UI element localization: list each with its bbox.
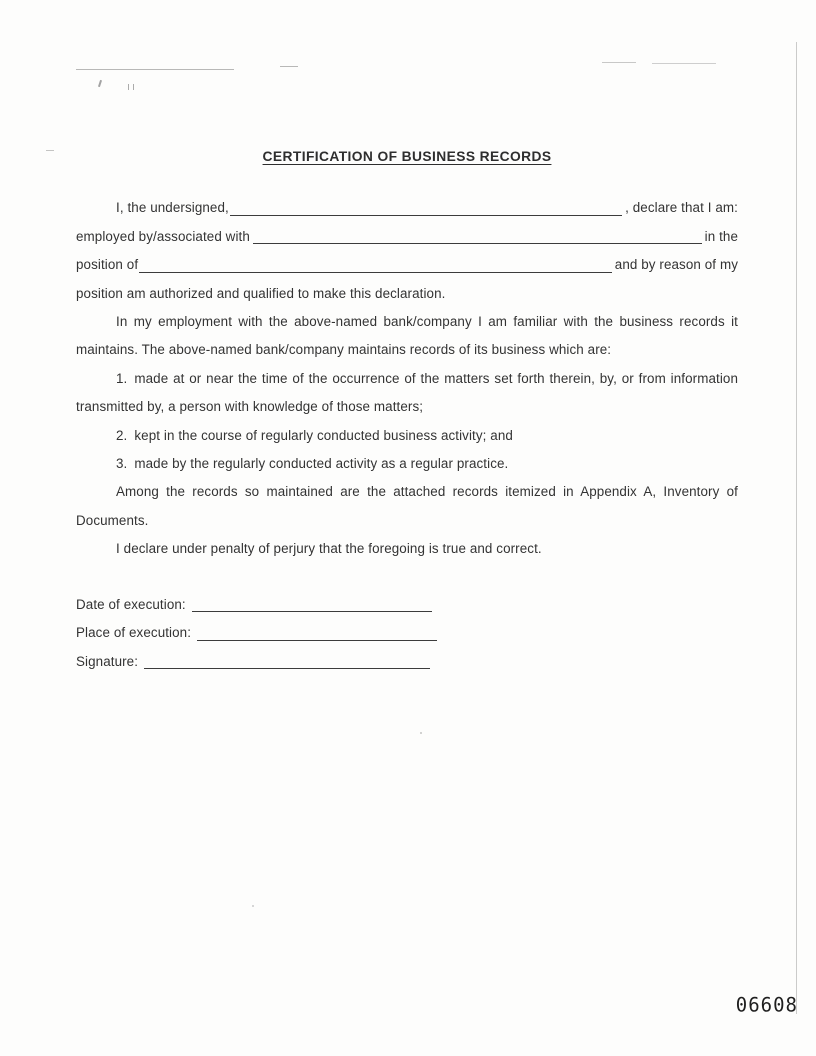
list-item-2-number: 2. xyxy=(116,427,128,443)
document-content xyxy=(76,143,738,676)
list-item-3-number: 3. xyxy=(116,456,128,472)
list-item-1-number: 1. xyxy=(116,370,128,386)
employer-name-blank xyxy=(250,223,705,251)
place-of-execution-blank xyxy=(197,619,437,647)
paragraph-appendix: Among the records so maintained are the attached records itemized in Appendix A, Inventory of Documents. xyxy=(76,484,738,528)
scan-artifact-speck xyxy=(46,150,54,151)
opening-line-position xyxy=(76,251,738,279)
undersigned-name-blank xyxy=(229,194,625,222)
paragraph-perjury: I declare under penalty of perjury that the foregoing is true and correct. xyxy=(116,541,542,557)
list-item-2-text: kept in the course of regularly conducted business activity; and xyxy=(134,427,513,443)
opening-line-employed-by xyxy=(76,223,738,251)
opening-line-authorized: position am authorized and qualified to make this declaration. xyxy=(76,285,446,301)
opening-line2-post: in the xyxy=(704,228,738,244)
place-of-execution-label: Place of execution: xyxy=(76,625,192,641)
list-item-3-text: made by the regularly conducted activity as a regular practice. xyxy=(134,456,509,472)
field-place-of-execution xyxy=(76,619,738,647)
scan-artifact-mark xyxy=(128,84,134,90)
scan-artifact-dash xyxy=(652,63,716,64)
scan-artifact-mark xyxy=(98,80,102,87)
scan-artifact-speck xyxy=(420,732,422,734)
bates-number: 06608 xyxy=(735,993,798,1017)
position-blank xyxy=(138,251,615,279)
scan-artifact-dash xyxy=(602,62,636,63)
field-signature xyxy=(76,648,738,676)
list-item-1 xyxy=(76,365,738,422)
scan-artifact-speck xyxy=(252,905,254,907)
date-of-execution-label: Date of execution: xyxy=(76,596,186,612)
opening-line1-pre: I, the undersigned, xyxy=(116,200,229,216)
opening-line2-pre: employed by/associated with xyxy=(76,228,250,244)
scan-artifact-line xyxy=(76,69,234,70)
signature-blank xyxy=(144,648,430,676)
list-item-1-text: made at or near the time of the occurrence of the matters set forth therein, by, or from information transmitted by, a person with knowledge of those matters; xyxy=(76,370,738,415)
signature-label: Signature: xyxy=(76,653,139,669)
opening-line3-pre: position of xyxy=(76,257,139,273)
list-item-2 xyxy=(76,422,738,450)
opening-line-undersigned xyxy=(76,194,738,222)
date-of-execution-blank xyxy=(192,591,432,619)
paragraph-employment: In my employment with the above-named bank/company I am familiar with the business records it maintains. The above-named bank/company maintains records of its business which are: xyxy=(76,314,738,358)
scan-artifact-edge-line xyxy=(796,42,797,1014)
opening-line1-post: , declare that I am: xyxy=(625,200,738,216)
opening-line3-post: and by reason of my xyxy=(614,257,738,273)
execution-fields xyxy=(76,591,738,676)
scan-artifact-dash xyxy=(280,66,298,67)
document-title: CERTIFICATION OF BUSINESS RECORDS xyxy=(262,149,552,164)
field-date-of-execution xyxy=(76,591,738,619)
list-item-3 xyxy=(76,450,738,478)
